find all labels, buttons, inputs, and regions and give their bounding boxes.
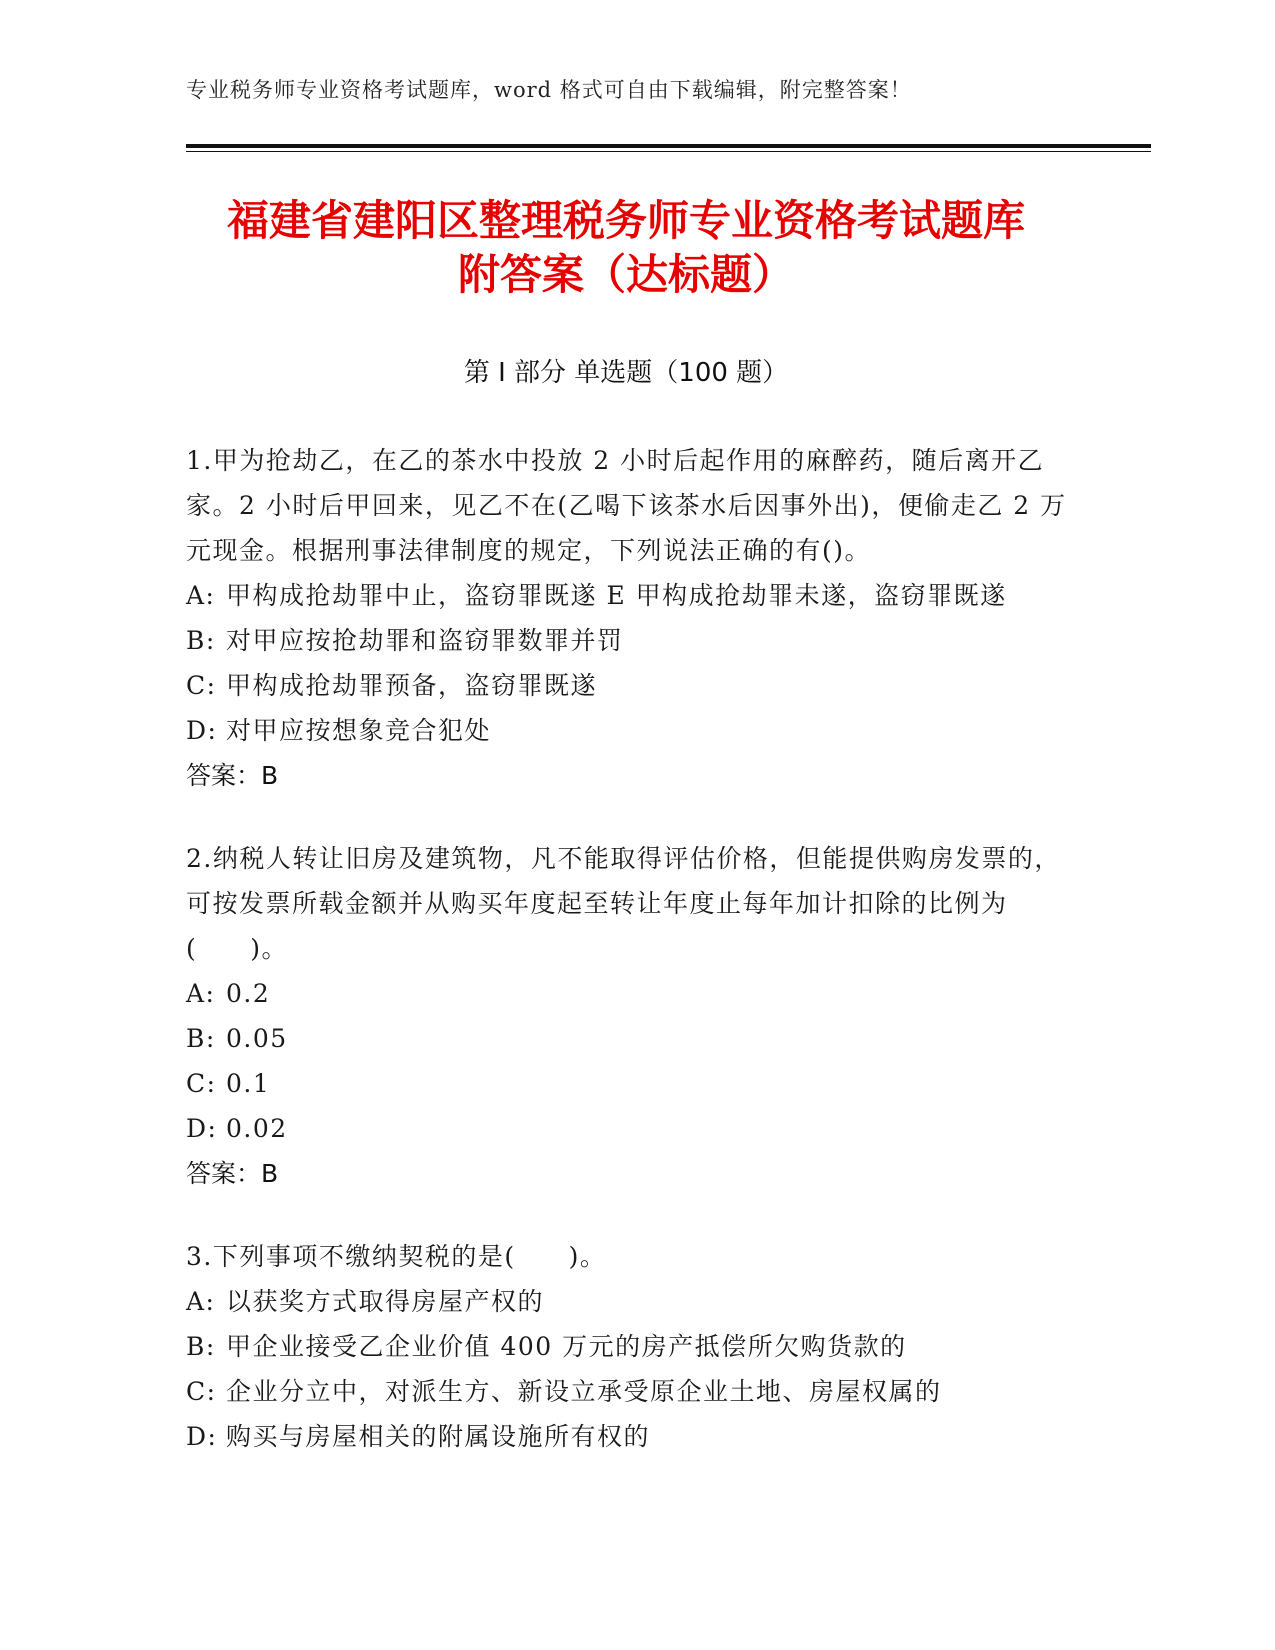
option-c bbox=[186, 1061, 1076, 1106]
question-list bbox=[186, 438, 1076, 1497]
option-text: 0.05 bbox=[226, 1024, 288, 1053]
option-b bbox=[186, 1016, 1076, 1061]
option-letter: B: bbox=[186, 1024, 216, 1053]
option-b bbox=[186, 618, 1076, 663]
option-b bbox=[186, 1324, 1076, 1369]
option-text: 甲构成抢劫罪预备，盗窃罪既遂 bbox=[226, 671, 598, 700]
option-d bbox=[186, 1106, 1076, 1151]
header-rule-thin bbox=[186, 151, 1151, 152]
option-text: 0.02 bbox=[226, 1114, 288, 1143]
option-d bbox=[186, 708, 1076, 753]
header-rule-thick bbox=[186, 144, 1151, 148]
answer-label: 答案：B bbox=[186, 1159, 279, 1188]
option-text: 以获奖方式取得房屋产权的 bbox=[226, 1287, 545, 1316]
question-1 bbox=[186, 438, 1076, 798]
option-letter: D: bbox=[186, 716, 218, 745]
option-letter: A: bbox=[186, 979, 216, 1008]
option-letter: A: bbox=[186, 1287, 216, 1316]
option-c bbox=[186, 663, 1076, 708]
question-2 bbox=[186, 836, 1076, 1196]
option-text: 购买与房屋相关的附属设施所有权的 bbox=[226, 1422, 651, 1451]
question-stem: 3.下列事项不缴纳契税的是( )。 bbox=[186, 1242, 607, 1271]
option-d bbox=[186, 1414, 1076, 1459]
option-letter: D: bbox=[186, 1422, 218, 1451]
section-title: 第 I 部分 单选题（100 题） bbox=[463, 358, 789, 388]
option-letter: A: bbox=[186, 581, 216, 610]
option-text: 企业分立中，对派生方、新设立承受原企业土地、房屋权属的 bbox=[226, 1377, 942, 1406]
document-title-line2: 附答案（达标题） bbox=[457, 250, 794, 299]
document-title bbox=[186, 194, 1066, 302]
option-a bbox=[186, 971, 1076, 1016]
option-text: 对甲应按抢劫罪和盗窃罪数罪并罚 bbox=[226, 626, 624, 655]
question-3 bbox=[186, 1234, 1076, 1459]
option-text: 甲构成抢劫罪中止，盗窃罪既遂 E 甲构成抢劫罪未遂，盗窃罪既遂 bbox=[226, 581, 1007, 610]
answer-label: 答案：B bbox=[186, 761, 279, 790]
option-c bbox=[186, 1369, 1076, 1414]
option-letter: C: bbox=[186, 1377, 217, 1406]
option-letter: C: bbox=[186, 671, 217, 700]
option-text: 0.2 bbox=[226, 979, 271, 1008]
option-a bbox=[186, 573, 1076, 618]
document-title-line1: 福建省建阳区整理税务师专业资格考试题库 bbox=[226, 196, 1025, 245]
option-text: 0.1 bbox=[226, 1069, 271, 1098]
question-stem: 2.纳税人转让旧房及建筑物，凡不能取得评估价格，但能提供购房发票的，可按发票所载金额并从购买年度起至转让年度止每年加计扣除的比例为( )。 bbox=[186, 844, 1061, 963]
question-stem: 1.甲为抢劫乙，在乙的茶水中投放 2 小时后起作用的麻醉药，随后离开乙家。2 小时后甲回来，见乙不在(乙喝下该茶水后因事外出)，便偷走乙 2 万元现金。根据刑事法律制度的规定，下列说法正确的有()。 bbox=[186, 446, 1067, 565]
option-letter: B: bbox=[186, 626, 216, 655]
option-text: 对甲应按想象竞合犯处 bbox=[226, 716, 492, 745]
header-note: 专业税务师专业资格考试题库，word 格式可自由下载编辑，附完整答案！ bbox=[186, 78, 912, 102]
option-letter: C: bbox=[186, 1069, 217, 1098]
option-a bbox=[186, 1279, 1076, 1324]
option-letter: B: bbox=[186, 1332, 216, 1361]
option-text: 甲企业接受乙企业价值 400 万元的房产抵偿所欠购货款的 bbox=[226, 1332, 907, 1361]
option-letter: D: bbox=[186, 1114, 218, 1143]
